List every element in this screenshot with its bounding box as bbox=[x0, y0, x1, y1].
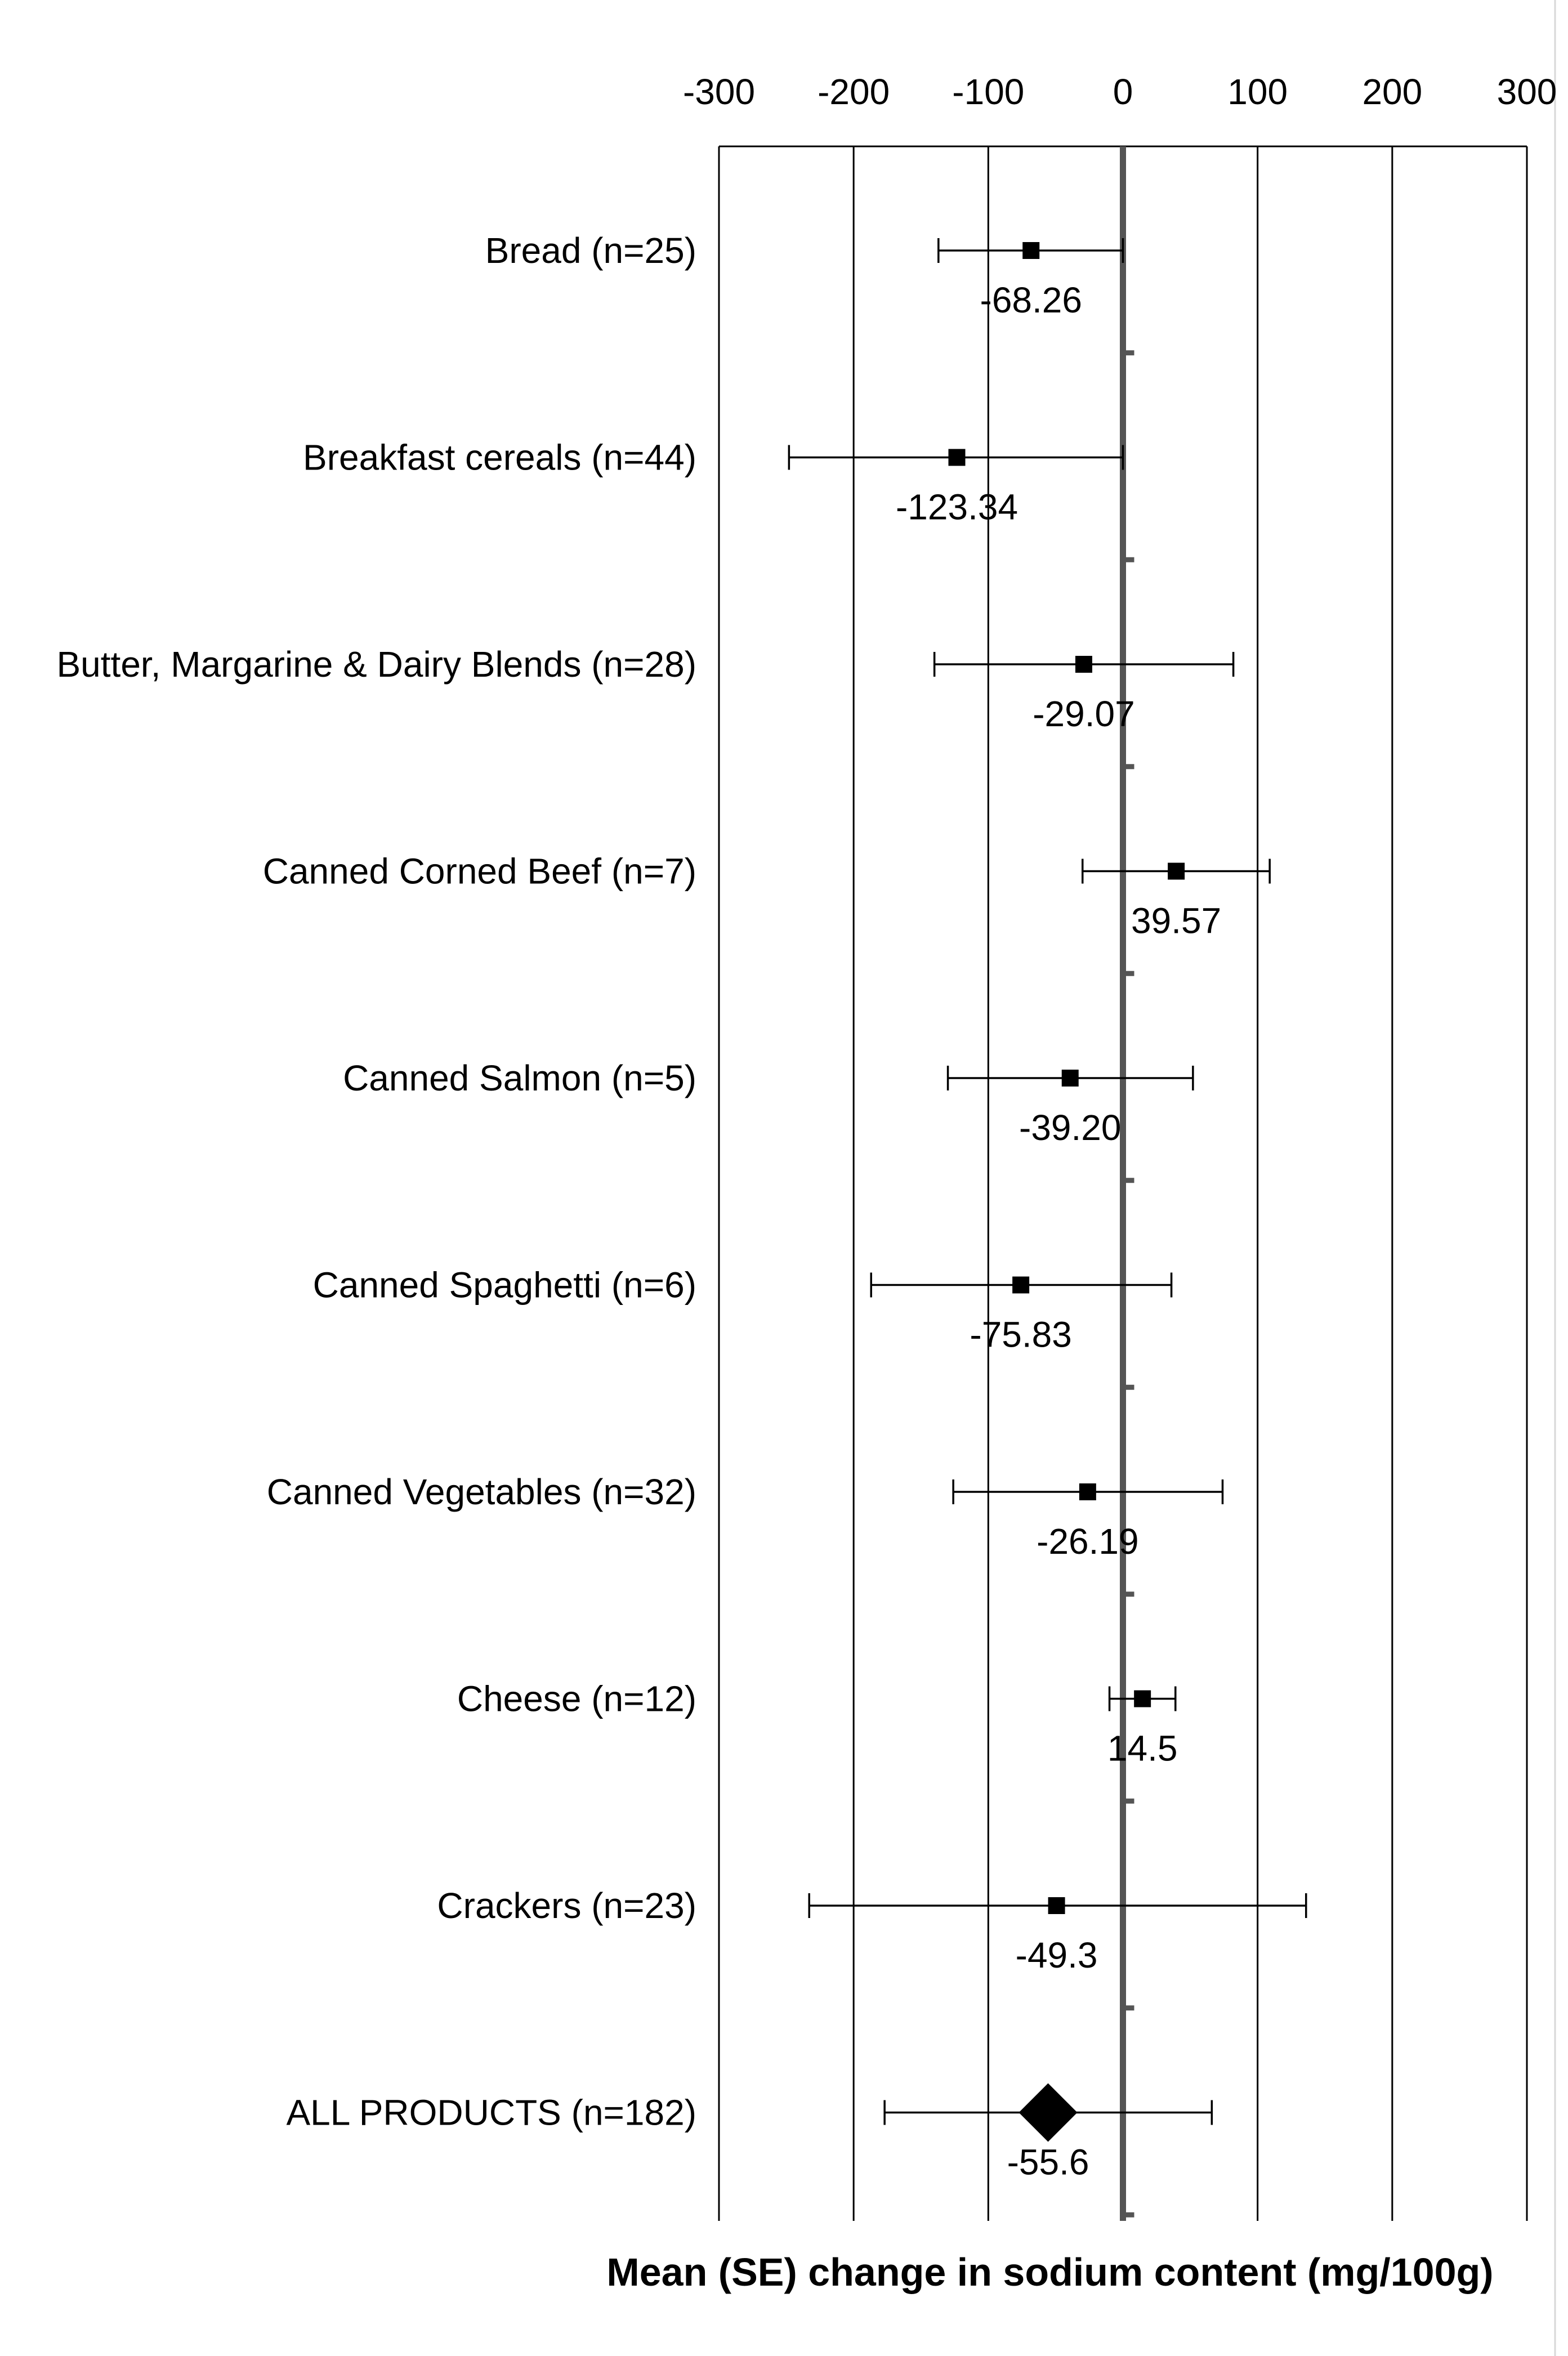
x-axis-title: Mean (SE) change in sodium content (mg/100g) bbox=[606, 2250, 1494, 2294]
row-label: Canned Vegetables (n=32) bbox=[266, 1472, 696, 1512]
x-tick-label: 100 bbox=[1227, 71, 1288, 112]
value-label: -55.6 bbox=[1007, 2142, 1089, 2183]
value-label: -26.19 bbox=[1037, 1521, 1139, 1562]
x-tick-label: -100 bbox=[952, 71, 1025, 112]
row-label: Butter, Margarine & Dairy Blends (n=28) bbox=[56, 644, 696, 685]
point-marker bbox=[949, 449, 966, 466]
x-tick-label: 200 bbox=[1362, 71, 1423, 112]
point-marker bbox=[1168, 863, 1185, 880]
value-label: -75.83 bbox=[970, 1314, 1072, 1355]
x-tick-label: -200 bbox=[817, 71, 890, 112]
point-marker bbox=[1012, 1277, 1029, 1294]
row-label: Canned Salmon (n=5) bbox=[343, 1058, 696, 1098]
point-marker bbox=[1048, 1897, 1065, 1914]
x-tick-label: 0 bbox=[1113, 71, 1133, 112]
value-label: -29.07 bbox=[1033, 694, 1135, 734]
point-marker bbox=[1075, 656, 1092, 673]
x-axis-ticks bbox=[683, 71, 1557, 112]
row-label: Canned Corned Beef (n=7) bbox=[262, 851, 696, 892]
value-label: -68.26 bbox=[980, 280, 1082, 320]
point-marker bbox=[1062, 1070, 1079, 1087]
value-label: 14.5 bbox=[1107, 1728, 1178, 1769]
grid-layer bbox=[719, 0, 1555, 2356]
value-label: -39.20 bbox=[1019, 1107, 1122, 1148]
x-tick-label: -300 bbox=[682, 71, 756, 112]
value-label: -123.34 bbox=[895, 486, 1018, 527]
row-label: Crackers (n=23) bbox=[437, 1885, 696, 1926]
row-label: Cheese (n=12) bbox=[457, 1678, 696, 1719]
x-tick-label: 300 bbox=[1496, 71, 1557, 112]
row-label: Breakfast cereals (n=44) bbox=[303, 437, 696, 478]
value-label: -49.3 bbox=[1015, 1935, 1098, 1975]
value-label: 39.57 bbox=[1131, 900, 1222, 941]
point-marker bbox=[1079, 1483, 1096, 1500]
forest-rows bbox=[56, 230, 1306, 2183]
row-label: Bread (n=25) bbox=[485, 230, 696, 271]
summary-diamond bbox=[1019, 2084, 1078, 2142]
point-marker bbox=[1022, 242, 1039, 259]
point-marker bbox=[1134, 1691, 1151, 1707]
row-label: ALL PRODUCTS (n=182) bbox=[286, 2092, 696, 2133]
row-label: Canned Spaghetti (n=6) bbox=[312, 1264, 696, 1306]
